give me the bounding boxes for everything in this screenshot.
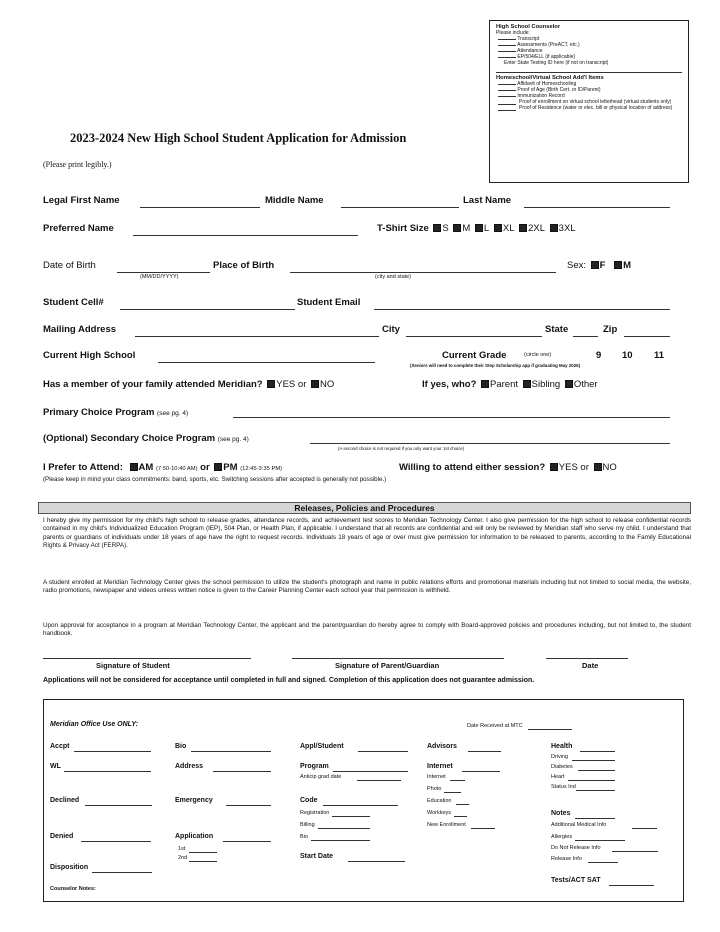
email-field[interactable] (374, 309, 670, 310)
homeschool-items (498, 81, 682, 111)
tshirt-size-label (377, 223, 576, 234)
accpt-field[interactable] (74, 751, 151, 752)
appl-student-label: Appl/Student (300, 743, 344, 750)
counselor-item: Transcript (517, 36, 540, 42)
dob-field[interactable] (117, 272, 210, 273)
internet-item: Workkeys (427, 810, 452, 816)
willing-or: or (580, 462, 589, 473)
notes-field[interactable] (575, 818, 615, 819)
homeschool-item: Affidavit of Homeschooling (517, 81, 577, 87)
health-item-field[interactable] (576, 790, 615, 791)
cell-label: Student Cell# (43, 297, 104, 308)
student-signature-label: Signature of Student (96, 661, 170, 670)
tshirt-label: T-Shirt Size (377, 223, 429, 234)
code-field[interactable] (323, 805, 398, 806)
family-yes-checkbox[interactable] (267, 380, 275, 388)
keep-in-mind-note: (Please keep in mind your class commitments: band, sports, etc. Switching sessions after accepted is generally not possible.) (43, 476, 387, 483)
notes-item-field[interactable] (612, 851, 658, 852)
pm-checkbox[interactable] (214, 463, 222, 471)
place-of-birth-label: Place of Birth (213, 260, 275, 271)
counselor-item: EP/504/ELL (if applicable) (517, 54, 576, 60)
emergency-field[interactable] (226, 805, 271, 806)
bio2-label: Bio (300, 834, 308, 840)
counselor-checklist-box (489, 20, 689, 183)
family-yes-label: YES (276, 379, 296, 390)
grade-11[interactable]: 11 (654, 350, 665, 361)
sex-f-label: F (599, 260, 606, 271)
city-field[interactable] (406, 336, 542, 337)
tshirt-2xl-label: 2XL (528, 223, 546, 234)
last-name-field[interactable] (524, 207, 670, 208)
parent-signature-label: Signature of Parent/Guardian (335, 661, 440, 670)
health-item: Driving (551, 754, 569, 760)
prefer-or: or (200, 462, 210, 473)
disposition-label: Disposition (50, 864, 89, 871)
primary-see-pg: (see pg. 4) (157, 410, 189, 417)
internet-item: Education (427, 798, 452, 804)
tshirt-l-label: L (483, 223, 490, 234)
registration-label: Registration (300, 810, 330, 816)
notes-item-field[interactable] (632, 828, 657, 829)
bio2-field[interactable] (311, 840, 370, 841)
internet-item-field[interactable] (454, 816, 467, 817)
homeschool-title: Homeschool/Virtual School Add'l Items (496, 75, 604, 81)
preferred-name-label: Preferred Name (43, 223, 114, 234)
tshirt-xl-label: XL (502, 223, 515, 234)
counselor-items (498, 36, 682, 60)
homeschool-item: Proof of Age (Birth Cert. or ID/Parent) (517, 87, 601, 93)
start-date-field[interactable] (348, 861, 405, 862)
am-time: (7:50-10:40 AM) (155, 466, 198, 472)
tshirt-m-label: M (462, 223, 471, 234)
completion-warning: Applications will not be considered for acceptance until completed in full and signed. Completion of this application does not guarantee admission. (43, 677, 535, 684)
anticip-grad-field[interactable] (357, 780, 401, 781)
advisors-field[interactable] (468, 751, 501, 752)
secondary-see-pg: (see pg. 4) (217, 436, 249, 443)
internet-item: Internet (427, 774, 446, 780)
office-title: Meridian Office Use ONLY: (50, 721, 139, 728)
last-name-label: Last Name (463, 195, 512, 206)
student-signature-field[interactable] (43, 658, 251, 659)
date-received-label: Date Received at MTC (467, 723, 523, 729)
who-sibling-label: Sibling (531, 379, 561, 390)
primary-program-group (43, 407, 188, 418)
homeschool-item: Proof of enrollment on virtual school letterhead (virtual students only) (519, 99, 672, 105)
internet-item-field[interactable] (471, 828, 495, 829)
secondary-note: (A second choice is not required if you only want your 1st choice) (338, 446, 465, 451)
zip-field[interactable] (624, 336, 670, 337)
family-no-checkbox[interactable] (311, 380, 319, 388)
homeschool-item: Immunization Record (517, 93, 565, 99)
counselor-item: Assessments (PreACT, etc.) (517, 42, 580, 48)
pm-label: PM (223, 462, 238, 473)
second-field[interactable] (189, 861, 217, 862)
notes-item-field[interactable] (588, 862, 618, 863)
bio-label: Bio (175, 743, 187, 750)
notes-item: Release Info (551, 856, 582, 862)
prefer-attend-group (43, 462, 282, 473)
place-of-birth-field[interactable] (290, 272, 556, 273)
accpt-label: Accpt (50, 743, 70, 750)
health-item: Status Ind (551, 784, 576, 790)
internet-item-field[interactable] (444, 792, 461, 793)
print-note: (Please print legibly.) (43, 160, 112, 169)
grade-9[interactable]: 9 (596, 350, 602, 361)
who-sibling-checkbox[interactable] (523, 380, 531, 388)
release-paragraph-2: A student enrolled at Meridian Technology Center gives the school permission to utilize the student's photograph and name in public relations efforts and promotional materials including but not limited to social media, the website, radio promotions, newspaper and videos unless written notice is given to the Career Planning Center each school year that permission is withheld. (43, 579, 691, 595)
internet-item-field[interactable] (450, 780, 465, 781)
tests-label: Tests/ACT SAT (551, 877, 601, 884)
grade-note: (Seniors will need to complete their Step Scholarship app if graduating May 2025) (410, 363, 581, 368)
tshirt-3xl-checkbox[interactable] (550, 224, 558, 232)
declined-field[interactable] (85, 805, 152, 806)
grade-label: Current Grade (442, 350, 507, 361)
pob-hint: (city and state) (375, 274, 412, 280)
address-field[interactable] (135, 336, 379, 337)
internet-field[interactable] (462, 771, 500, 772)
tests-field[interactable] (609, 885, 654, 886)
denied-field[interactable] (81, 841, 151, 842)
address-office-label: Address (175, 763, 204, 770)
secondary-program-group (43, 433, 249, 444)
am-checkbox[interactable] (130, 463, 138, 471)
health-item: Heart (551, 774, 565, 780)
address-office-field[interactable] (213, 771, 271, 772)
bio-field[interactable] (191, 751, 271, 752)
date-received-field[interactable] (528, 729, 572, 730)
application-field[interactable] (223, 841, 271, 842)
parent-signature-field[interactable] (292, 658, 504, 659)
start-date-label: Start Date (300, 853, 334, 860)
signature-date-field[interactable] (546, 658, 628, 659)
tshirt-3xl-label: 3XL (558, 223, 576, 234)
health-item-field[interactable] (578, 770, 615, 771)
first-name-label: Legal First Name (43, 195, 120, 206)
secondary-program-label: (Optional) Secondary Choice Program (43, 433, 216, 444)
willing-no-checkbox[interactable] (594, 463, 602, 471)
tshirt-xl-checkbox[interactable] (494, 224, 502, 232)
dob-label: Date of Birth (43, 260, 96, 271)
release-header (38, 502, 691, 514)
denied-label: Denied (50, 833, 74, 840)
who-question: If yes, who? (422, 379, 477, 390)
internet-item: Photo (427, 786, 442, 792)
family-question: Has a member of your family attended Meridian? (43, 379, 263, 390)
notes-item: Additional Medical Info (551, 822, 607, 828)
sex-group (567, 260, 631, 271)
wl-label: WL (50, 763, 61, 770)
health-label: Health (551, 743, 573, 750)
appl-student-field[interactable] (358, 751, 408, 752)
declined-label: Declined (50, 797, 80, 804)
first-field[interactable] (189, 852, 217, 853)
health-item-field[interactable] (572, 760, 615, 761)
state-label: State (545, 324, 569, 335)
code-label: Code (300, 797, 318, 804)
release-header-text: Releases, Policies and Procedures (294, 503, 435, 513)
dob-hint: (MM/DD/YYYY) (140, 274, 179, 280)
counselor-notes-label: Counselor Notes: (50, 886, 96, 892)
family-question-group (43, 379, 334, 390)
prefer-label: I Prefer to Attend: (43, 462, 123, 473)
address-label: Mailing Address (43, 324, 117, 335)
application-label: Application (175, 833, 214, 840)
sex-m-checkbox[interactable] (614, 261, 622, 269)
health-field[interactable] (580, 751, 615, 752)
family-or: or (297, 379, 307, 390)
willing-no-label: NO (602, 462, 617, 473)
willing-yes-label: YES (558, 462, 578, 473)
tshirt-s-checkbox[interactable] (433, 224, 441, 232)
notes-item-field[interactable] (575, 840, 625, 841)
homeschool-item: Proof of Residence (water or elec. bill or physical location of address) (519, 105, 673, 111)
zip-label: Zip (603, 324, 618, 335)
sex-m-label: M (623, 260, 632, 271)
middle-name-label: Middle Name (265, 195, 324, 206)
sex-label: Sex: (567, 260, 587, 271)
middle-name-field[interactable] (341, 207, 459, 208)
grade-10[interactable]: 10 (622, 350, 633, 361)
willing-group (399, 462, 617, 473)
counselor-divider (496, 72, 682, 73)
release-paragraph-3: Upon approval for acceptance in a program at Meridian Technology Center, the applicant and the parent/guardian do hereby agree to comply with Board-approved policies and procedures including, but not limited to, the student handbook. (43, 622, 691, 638)
release-paragraph-1: I hereby give my permission for my child's high school to release grades, attendance records, and achievement test scores to Meridian Technology Center. I also give permission for the high school to release confidential records contained in my child's Individualized Education Program (IEP), 504 Plan, or Health Plan, if applicable. I understand that all records are confidential and will only be reviewed by Meridian staff who serve my child. I understand that parents or guardians of individuals under 18 years of age have the right to request records. Individuals 18 years of age or over must give permission for information to be released to parents, according to the Family Educational Rights & Privacy Act (FERPA). (43, 517, 691, 549)
notes-item: Allergies (551, 834, 573, 840)
first-name-field[interactable] (140, 207, 260, 208)
high-school-field[interactable] (158, 362, 375, 363)
state-field[interactable] (573, 336, 598, 337)
willing-yes-checkbox[interactable] (550, 463, 558, 471)
emergency-label: Emergency (175, 797, 213, 804)
who-group (422, 379, 598, 390)
tshirt-2xl-checkbox[interactable] (519, 224, 527, 232)
billing-label: Billing (300, 822, 315, 828)
email-label: Student Email (297, 297, 361, 308)
second-label: 2nd (178, 855, 188, 861)
sex-f-checkbox[interactable] (591, 261, 599, 269)
counselor-title: High School Counselor (496, 24, 561, 30)
first-label: 1st (178, 846, 186, 852)
internet-item: New Enrollment (427, 822, 466, 828)
counselor-item: Attendance (517, 48, 543, 54)
primary-program-field[interactable] (233, 417, 670, 418)
health-item: Diabetes (551, 764, 573, 770)
counselor-subtitle: Please include: (496, 30, 530, 36)
state-testing-note: Enter State Testing ID here (if not on transcript) (504, 60, 609, 66)
preferred-name-field[interactable] (133, 235, 358, 236)
secondary-program-field[interactable] (310, 443, 670, 444)
program-label: Program (300, 763, 329, 770)
family-no-label: NO (320, 379, 335, 390)
who-parent-checkbox[interactable] (481, 380, 489, 388)
disposition-field[interactable] (92, 872, 152, 873)
signature-date-label: Date (582, 661, 599, 670)
registration-field[interactable] (332, 816, 370, 817)
primary-program-label: Primary Choice Program (43, 407, 155, 418)
internet-label: Internet (427, 763, 453, 770)
am-label: AM (138, 462, 154, 473)
notes-item: Do Not Release Info (551, 845, 601, 851)
advisors-label: Advisors (427, 743, 457, 750)
high-school-label: Current High School (43, 350, 136, 361)
cell-field[interactable] (120, 309, 295, 310)
tshirt-s-label: S (442, 223, 449, 234)
pm-time: (12:45-3:35 PM) (240, 466, 283, 472)
tshirt-m-checkbox[interactable] (453, 224, 461, 232)
city-label: City (382, 324, 400, 335)
grade-hint: (circle one) (524, 352, 552, 358)
billing-field[interactable] (318, 828, 370, 829)
who-parent-label: Parent (490, 379, 519, 390)
who-other-label: Other (573, 379, 598, 390)
notes-label: Notes (551, 810, 571, 817)
page-title: 2023-2024 New High School Student Application for Admission (70, 131, 407, 145)
tshirt-l-checkbox[interactable] (475, 224, 483, 232)
health-item-field[interactable] (568, 780, 615, 781)
who-other-checkbox[interactable] (565, 380, 573, 388)
anticip-grad-label: Anticip grad date (300, 774, 342, 780)
wl-field[interactable] (64, 771, 151, 772)
willing-label: Willing to attend either session? (399, 462, 546, 473)
internet-item-field[interactable] (456, 804, 469, 805)
program-field[interactable] (333, 771, 408, 772)
